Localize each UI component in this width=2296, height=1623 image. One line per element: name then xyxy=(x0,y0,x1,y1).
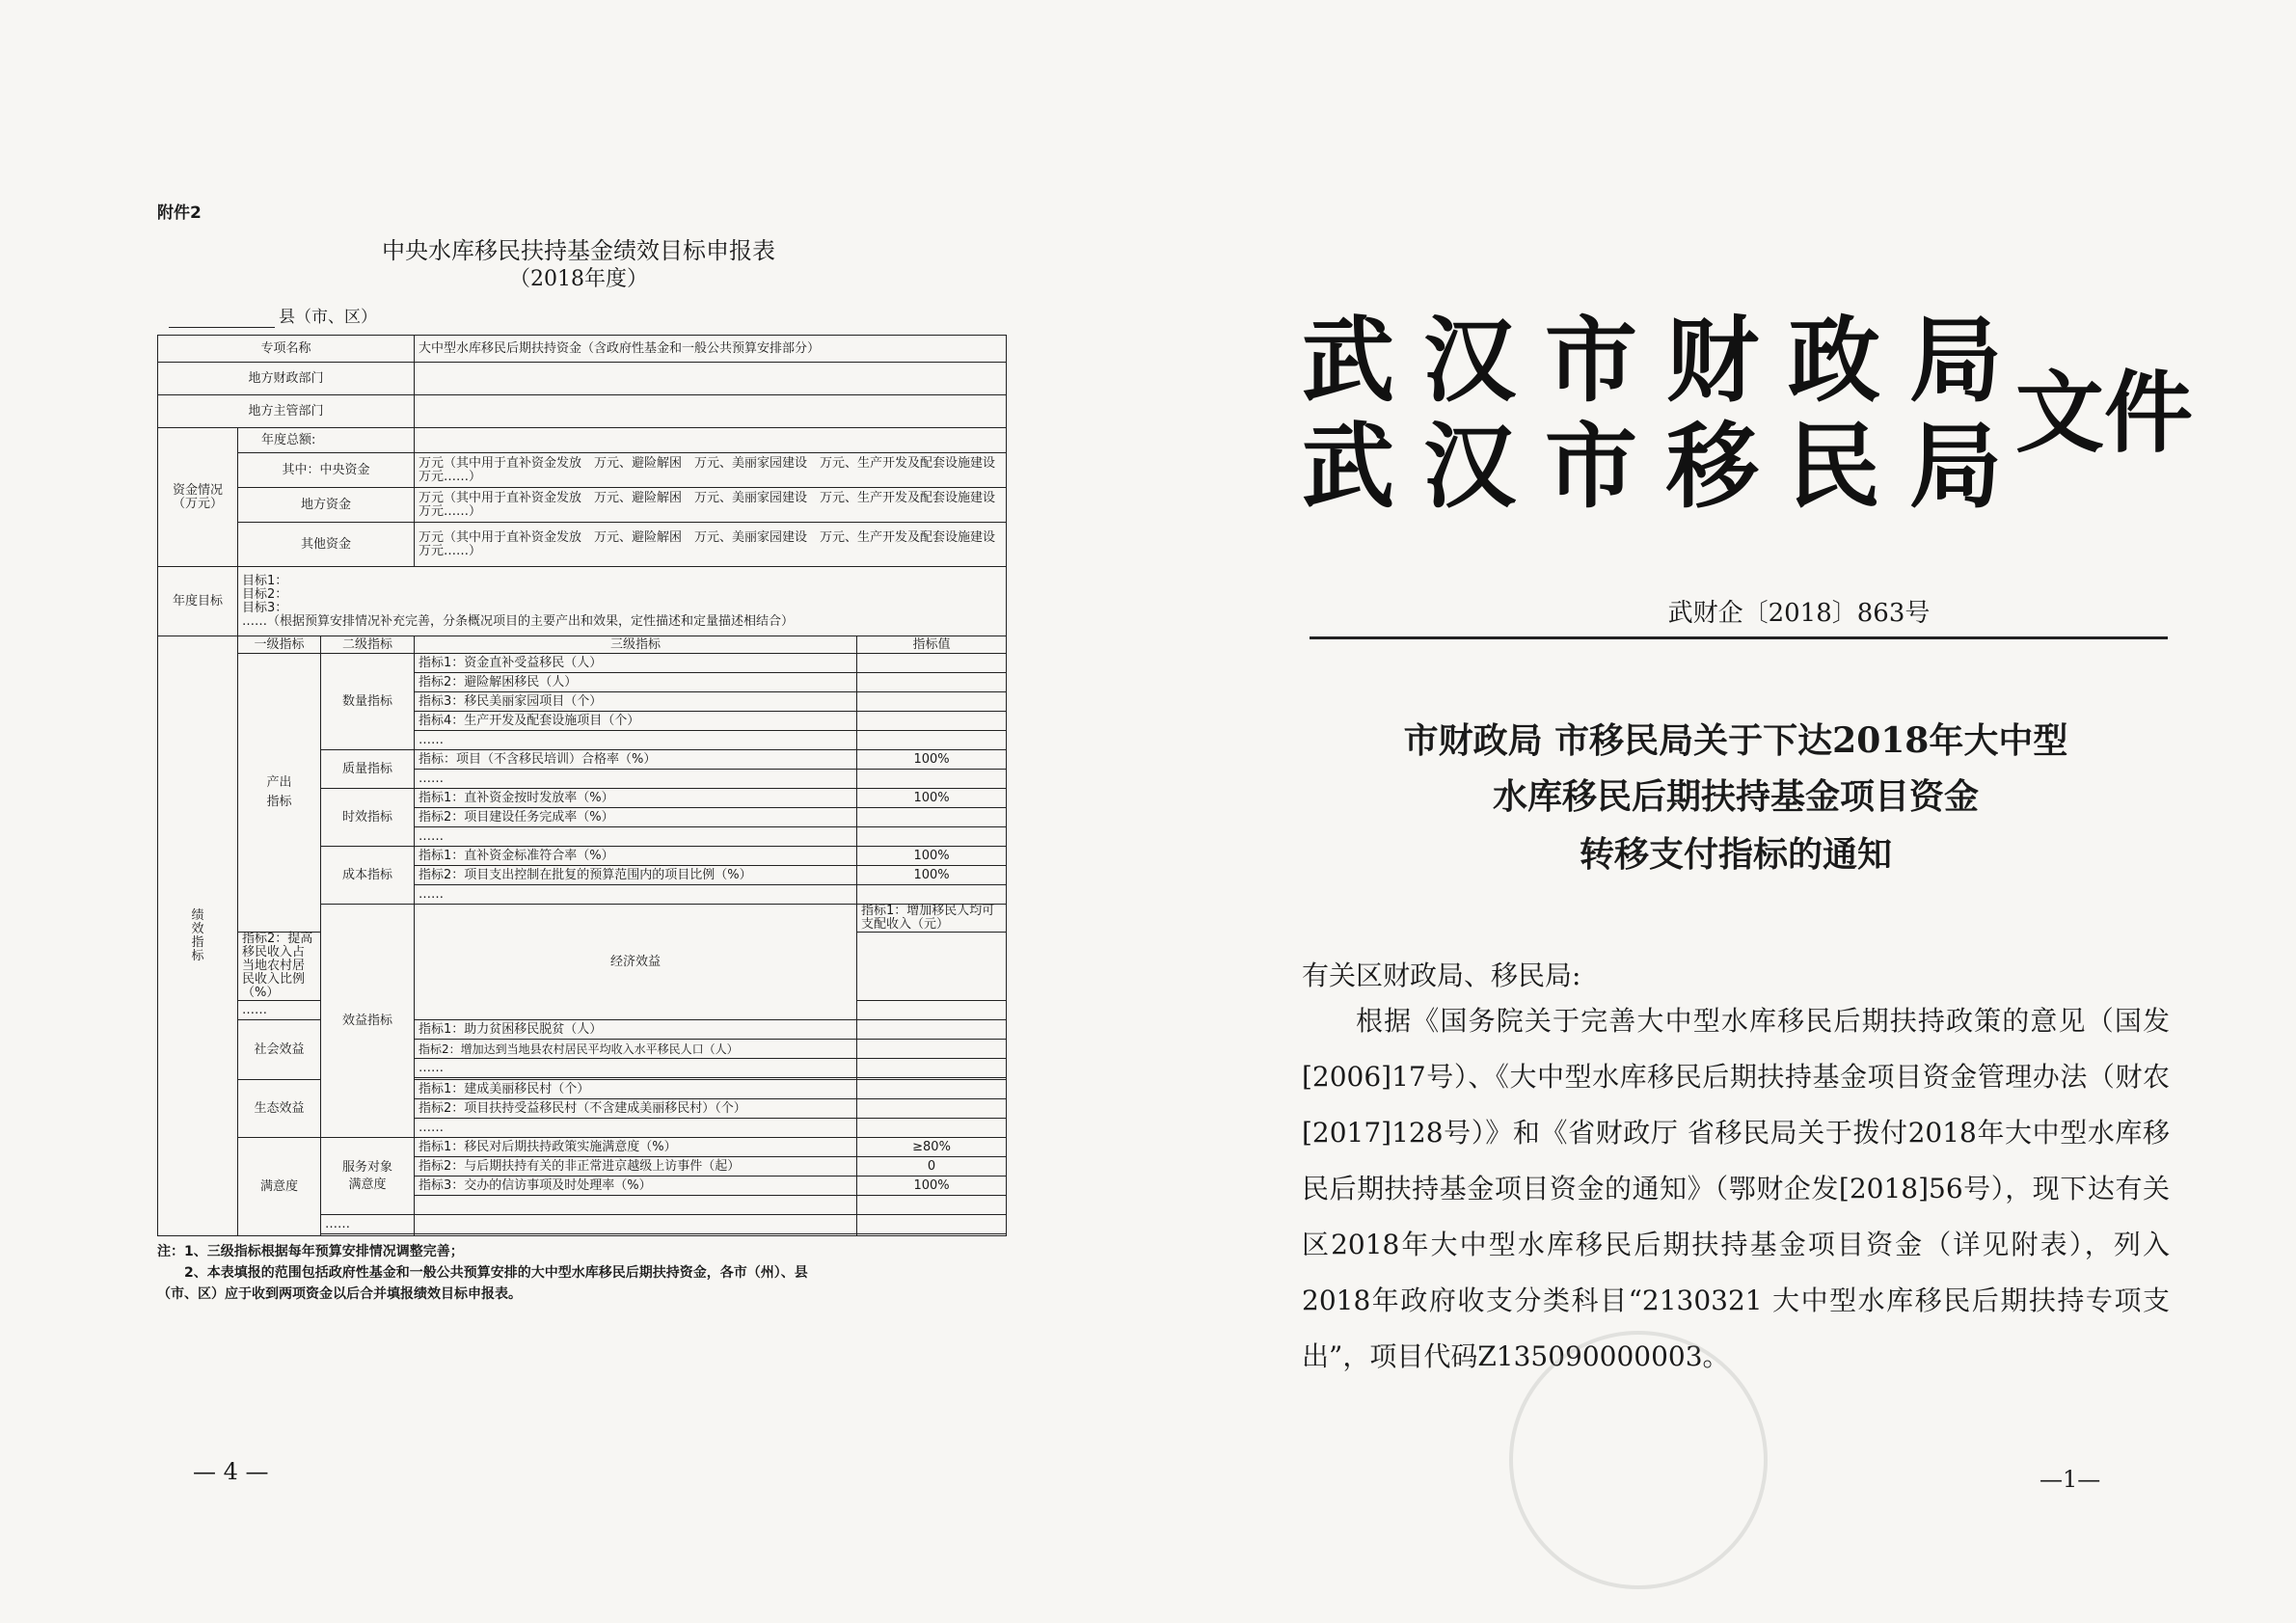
goal-1: 目标1： xyxy=(242,573,288,588)
social-label: 社会效益 xyxy=(238,1020,321,1080)
competent-dept-value xyxy=(415,395,1007,428)
attachment-label: 附件2 xyxy=(157,203,202,223)
t-ellipsis: …… xyxy=(415,827,857,847)
note-1: 注：1、三级指标根据每年预算安排情况调整完善； xyxy=(157,1244,464,1259)
e2-value xyxy=(857,933,1007,1001)
quality-label: 质量指标 xyxy=(321,750,415,789)
notice-title-line-2: 水库移民后期扶持基金项目资金 xyxy=(1492,776,1979,817)
m-spacer-value xyxy=(857,1234,1007,1236)
g-ellipsis: …… xyxy=(415,1119,857,1138)
m-level2-ellipsis: …… xyxy=(321,1215,415,1234)
ql1: 指标：项目（不含移民培训）合格率（%） xyxy=(415,750,857,770)
s2-value xyxy=(857,1040,1007,1059)
finance-dept-label: 地方财政部门 xyxy=(158,363,415,395)
s1-value xyxy=(857,1020,1007,1040)
note-2: 2、本表填报的范围包括政府性基金和一般公共预算安排的大中型水库移民后期扶持资金，各市（州）、县 xyxy=(184,1265,808,1281)
level3-header: 三级指标 xyxy=(415,636,857,654)
annual-total-value xyxy=(415,428,1007,453)
m1-value: ≥80% xyxy=(857,1138,1007,1157)
page-number-right: —1— xyxy=(2039,1466,2101,1493)
c-ellipsis-value xyxy=(857,885,1007,905)
service-label: 服务对象满意度 xyxy=(321,1138,415,1215)
q-ellipsis-value xyxy=(857,731,1007,750)
g2-value xyxy=(857,1099,1007,1119)
t1: 指标1：直补资金按时发放率（%） xyxy=(415,789,857,808)
annual-goal-label: 年度目标 xyxy=(158,567,238,636)
header-rule xyxy=(1310,636,2168,639)
ql-ellipsis-value xyxy=(857,770,1007,789)
note-3: （市、区）应于收到两项资金以后合并填报绩效目标申报表。 xyxy=(157,1286,522,1302)
goal-3: 目标3： xyxy=(242,600,288,615)
other-funds-label: 其他资金 xyxy=(238,523,415,567)
m-extra-value xyxy=(857,1215,1007,1234)
c1-value: 100% xyxy=(857,847,1007,866)
q-ellipsis: …… xyxy=(415,731,857,750)
salutation: 有关区财政局、移民局: xyxy=(1302,960,1581,991)
economic-label: 经济效益 xyxy=(415,905,857,1020)
satisfaction-label: 满意度 xyxy=(238,1138,321,1236)
annual-total-label: 年度总额: xyxy=(238,428,415,453)
q1-value xyxy=(857,654,1007,673)
c-ellipsis: …… xyxy=(415,885,857,905)
central-funds-label: 其中：中央资金 xyxy=(238,453,415,488)
performance-form-table xyxy=(157,335,1007,1236)
form-title: 中央水库移民扶持基金绩效目标申报表 xyxy=(382,237,775,264)
goal-2: 目标2： xyxy=(242,586,288,602)
g2: 指标2：项目扶持受益移民村（不含建成美丽移民村）（个） xyxy=(415,1099,857,1119)
annual-goal-cell xyxy=(238,567,1007,636)
m2: 指标2：与后期扶持有关的非正常进京越级上访事件（起） xyxy=(415,1157,857,1177)
e1: 指标1：增加移民人均可支配收入（元） xyxy=(857,905,1007,933)
s1: 指标1：助力贫困移民脱贫（人） xyxy=(415,1020,857,1040)
cost-label: 成本指标 xyxy=(321,847,415,905)
doc-number: 武财企〔2018〕863号 xyxy=(1667,599,1931,628)
local-funds-detail: 万元（其中用于直补资金发放 万元、避险解困 万元、美丽家园建设 万元、生产开发及配套设施建设 万元……） xyxy=(415,488,1007,523)
level2-header: 二级指标 xyxy=(321,636,415,654)
q4-value xyxy=(857,712,1007,731)
q3: 指标3：移民美丽家园项目（个） xyxy=(415,692,857,712)
finance-dept-value xyxy=(415,363,1007,395)
m3-value: 100% xyxy=(857,1177,1007,1196)
local-funds-label: 地方资金 xyxy=(238,488,415,523)
form-notes xyxy=(157,1241,1006,1305)
timeliness-label: 时效指标 xyxy=(321,789,415,847)
form-subtitle: （2018年度） xyxy=(509,267,648,291)
body-paragraph: 根据《国务院关于完善大中型水库移民后期扶持政策的意见（国发[2006]17号）、《大中型水库移民后期扶持基金项目资金管理办法（财农[2017]128号）》和《省财政厅 省移民局关于拨付2018年大中型水库移民后期扶持基金项目资金的通知》（鄂财企发[2018]56号），现下达有关区2018年大中型水库移民后期扶持基金项目资金（详见附表），列入2018年政府收支分类科目“2130321 大中型水库移民后期扶持专项支出”，项目代码Z135090000003。 xyxy=(1302,1005,2170,1372)
q3-value xyxy=(857,692,1007,712)
g-ellipsis-value xyxy=(857,1119,1007,1138)
project-name-value: 大中型水库移民后期扶持资金（含政府性基金和一般公共预算安排部分） xyxy=(415,336,1007,363)
m-spacer xyxy=(321,1234,415,1236)
doc-number-row xyxy=(1148,593,2296,629)
m3: 指标3：交办的信访事项及时处理率（%） xyxy=(415,1177,857,1196)
perf-label: 绩效指标 xyxy=(158,636,238,1236)
c2-value: 100% xyxy=(857,866,1007,885)
c2: 指标2：项目支出控制在批复的预算范围内的项目比例（%） xyxy=(415,866,857,885)
central-funds-detail: 万元（其中用于直补资金发放 万元、避险解困 万元、美丽家园建设 万元、生产开发及配套设施建设 万元……） xyxy=(415,453,1007,488)
q2-value xyxy=(857,673,1007,692)
quantity-label: 数量指标 xyxy=(321,654,415,750)
t1-value: 100% xyxy=(857,789,1007,808)
m-extra xyxy=(415,1215,857,1234)
faded-seal xyxy=(1509,1331,1768,1589)
t2-value xyxy=(857,808,1007,827)
page-number-left: — 4 — xyxy=(193,1458,269,1485)
m2-value: 0 xyxy=(857,1157,1007,1177)
doc-type: 文件 xyxy=(2015,361,2194,465)
e-ellipsis: …… xyxy=(238,1001,321,1020)
notice-title-line-1: 市财政局 市移民局关于下达2018年大中型 xyxy=(1403,720,2068,761)
county-blank xyxy=(169,308,275,328)
e2: 指标2：提高移民收入占当地农村居民收入比例（%） xyxy=(238,933,321,1001)
issuing-org-2: 武汉市移民局 xyxy=(1302,412,2031,521)
e-ellipsis-value xyxy=(857,1001,1007,1020)
competent-dept-label: 地方主管部门 xyxy=(158,395,415,428)
s-ellipsis-value xyxy=(857,1059,1007,1078)
project-name-label: 专项名称 xyxy=(158,336,415,363)
g1-value xyxy=(857,1080,1007,1099)
output-label: 产出指标 xyxy=(238,654,321,933)
right-page xyxy=(1148,0,2296,1623)
m-blank xyxy=(415,1196,857,1215)
funds-label: 资金情况（万元） xyxy=(158,428,238,567)
t-ellipsis-value xyxy=(857,827,1007,847)
m-spacer-2 xyxy=(415,1234,857,1236)
issuing-org-1: 武汉市财政局 xyxy=(1302,306,2031,415)
m1: 指标1：移民对后期扶持政策实施满意度（%） xyxy=(415,1138,857,1157)
goal-note: ……（根据预算安排情况补充完善，分条概况项目的主要产出和效果，定性描述和定量描述相结合） xyxy=(242,613,795,629)
notice-title-line-3: 转移支付指标的通知 xyxy=(1579,834,1892,875)
t2: 指标2：项目建设任务完成率（%） xyxy=(415,808,857,827)
county-label: 县（市、区） xyxy=(279,308,377,327)
q2: 指标2：避险解困移民（人） xyxy=(415,673,857,692)
value-header: 指标值 xyxy=(857,636,1007,654)
county-line xyxy=(169,303,377,328)
ql1-value: 100% xyxy=(857,750,1007,770)
benefit-label: 效益指标 xyxy=(321,905,415,1138)
ql-ellipsis: …… xyxy=(415,770,857,789)
q1: 指标1：资金直补受益移民（人） xyxy=(415,654,857,673)
other-funds-detail: 万元（其中用于直补资金发放 万元、避险解困 万元、美丽家园建设 万元、生产开发及配套设施建设 万元……） xyxy=(415,523,1007,567)
s2: 指标2：增加达到当地县农村居民平均收入水平移民人口（人） xyxy=(415,1040,857,1059)
eco-label: 生态效益 xyxy=(238,1080,321,1138)
level1-header: 一级指标 xyxy=(238,636,321,654)
m-blank-value xyxy=(857,1196,1007,1215)
g1: 指标1：建成美丽移民村（个） xyxy=(415,1080,857,1099)
q4: 指标4：生产开发及配套设施项目（个） xyxy=(415,712,857,731)
s-ellipsis: …… xyxy=(415,1059,857,1078)
c1: 指标1：直补资金标准符合率（%） xyxy=(415,847,857,866)
